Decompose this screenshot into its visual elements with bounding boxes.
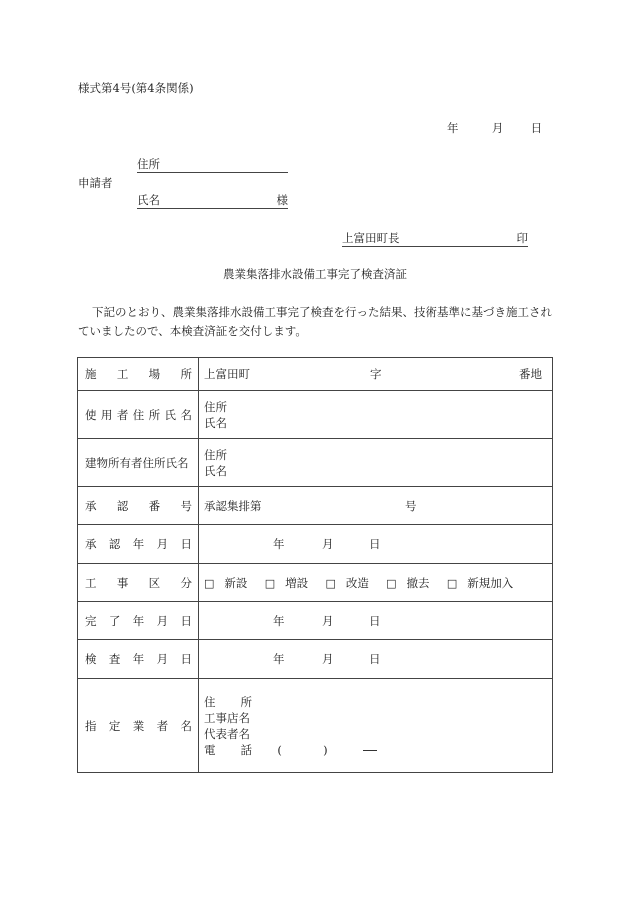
applicant-name-label: 氏名	[137, 193, 160, 207]
applicant-label: 申請者	[78, 176, 113, 190]
approval-month: 月	[322, 537, 334, 551]
value-contractor[interactable]	[199, 679, 553, 773]
checkbox-new-connection[interactable]	[447, 576, 513, 590]
checkbox-icon: □	[204, 576, 215, 590]
body-text-line1: 下記のとおり、農業集落排水設備工事完了検査を行った結果、技術基準に基づき施工され	[92, 305, 552, 319]
row-contractor	[78, 679, 553, 773]
form-number: 様式第4号(第4条関係)	[78, 81, 194, 95]
label-contractor: 指 定 業 者 名	[85, 718, 192, 733]
mayor-title: 上富田町長	[342, 231, 400, 245]
checkbox-extension[interactable]	[265, 576, 308, 590]
value-user[interactable]	[199, 391, 553, 439]
label-owner: 建物所有者住所氏名	[85, 455, 189, 470]
body-text-line2: ていましたので、本検査済証を交付します。	[78, 324, 307, 338]
value-approval-number[interactable]	[199, 487, 553, 525]
applicant-address-line[interactable]	[137, 156, 288, 173]
option-extension: 増設	[285, 575, 309, 590]
site-aza: 字	[370, 367, 382, 381]
inspection-month: 月	[322, 652, 334, 666]
checkbox-icon: □	[386, 576, 397, 590]
approval-prefix: 承認集排第	[204, 498, 262, 513]
applicant-honorific: 様	[276, 193, 288, 207]
row-user	[78, 391, 553, 439]
row-construction-site	[78, 358, 553, 391]
option-new: 新設	[224, 575, 248, 590]
row-work-type	[78, 564, 553, 602]
applicant-name-line[interactable]	[137, 192, 288, 209]
option-removal: 撤去	[406, 575, 430, 590]
year-label: 年	[447, 121, 459, 135]
completion-month: 月	[322, 613, 334, 628]
label-approval-date: 承 認 年 月 日	[85, 537, 192, 551]
phone-dash	[363, 750, 377, 751]
value-completion-date[interactable]	[199, 602, 553, 640]
inspection-day: 日	[369, 652, 381, 666]
label-construction-site: 施 工 場 所	[85, 367, 192, 381]
phone-paren-open: (	[277, 742, 282, 757]
day-label: 日	[530, 121, 543, 135]
contractor-phone-label: 電 話	[204, 742, 252, 757]
value-work-type	[199, 564, 553, 602]
contractor-phone-line	[204, 742, 542, 758]
label-approval-number: 承 認 番 号	[85, 498, 192, 513]
phone-paren-close: )	[323, 742, 328, 757]
checkbox-icon: □	[325, 576, 336, 590]
approval-day: 日	[369, 537, 381, 551]
row-approval-date	[78, 525, 553, 564]
inspection-year: 年	[273, 652, 285, 666]
owner-name-label: 氏名	[204, 463, 227, 478]
option-new-connection: 新規加入	[467, 575, 514, 590]
site-town: 上富田町	[204, 367, 250, 381]
checkbox-new[interactable]	[204, 576, 247, 590]
contractor-address-label: 住 所	[204, 694, 252, 709]
contractor-rep-name-label: 代表者名	[204, 726, 250, 741]
mayor-line	[342, 230, 528, 247]
completion-year: 年	[273, 613, 285, 628]
row-approval-number	[78, 487, 553, 525]
owner-address-label: 住所	[204, 447, 227, 462]
user-address-label: 住所	[204, 399, 227, 414]
site-banchi: 番地	[519, 367, 542, 381]
approval-suffix: 号	[405, 498, 417, 513]
value-owner[interactable]	[199, 439, 553, 487]
document-title: 農業集落排水設備工事完了検査済証	[223, 267, 407, 281]
issue-date-line	[447, 120, 542, 136]
checkbox-icon: □	[264, 576, 276, 590]
value-construction-site[interactable]	[199, 358, 553, 391]
label-inspection-date: 検 査 年 月 日	[85, 652, 192, 666]
row-owner	[78, 439, 553, 487]
inspection-form-table	[77, 357, 553, 773]
value-approval-date[interactable]	[199, 525, 553, 564]
row-inspection-date	[78, 640, 553, 679]
checkbox-removal[interactable]	[386, 576, 429, 590]
user-name-label: 氏名	[204, 415, 227, 430]
contractor-shop-name-label: 工事店名	[204, 710, 250, 725]
checkbox-icon: □	[446, 576, 458, 590]
row-completion-date	[78, 602, 553, 640]
checkbox-modification[interactable]	[325, 576, 368, 590]
month-label: 月	[491, 121, 504, 135]
label-completion-date: 完 了 年 月 日	[85, 613, 192, 628]
seal-mark: 印	[516, 231, 528, 245]
option-modification: 改造	[345, 575, 369, 590]
label-user: 使 用 者 住 所 氏 名	[85, 407, 192, 422]
applicant-address-label: 住所	[137, 157, 160, 171]
value-inspection-date[interactable]	[199, 640, 553, 679]
label-work-type: 工 事 区 分	[85, 575, 192, 590]
completion-day: 日	[369, 613, 381, 628]
approval-year: 年	[273, 537, 285, 551]
